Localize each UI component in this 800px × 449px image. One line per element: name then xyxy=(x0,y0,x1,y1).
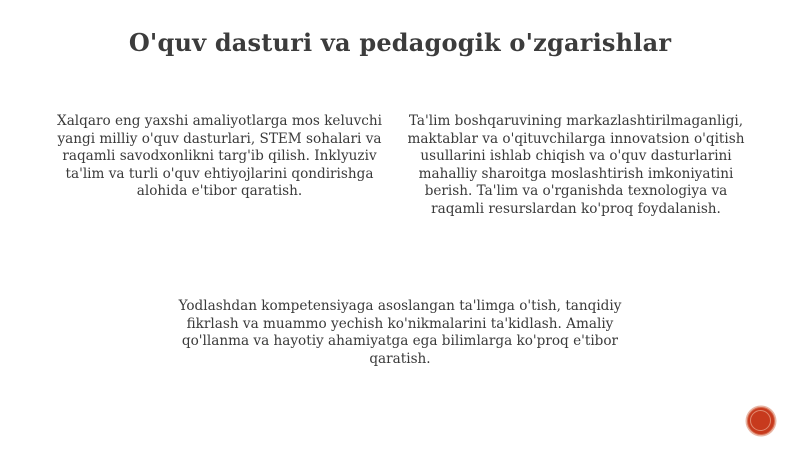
slide-title: O'quv dasturi va pedagogik o'zgarishlar xyxy=(128,28,672,57)
left-text-block: Xalqaro eng yaxshi amaliyotlarga mos keluvchi yangi milliy o'quv dasturlari, STEM sohalari va raqamli savodxonlikni targ'ib qilish. Inklyuziv ta'lim va turli o'quv ehtiyojlarini qondirishga alohida e'tibor qaratish. xyxy=(57,113,382,200)
slide-nav-button[interactable] xyxy=(747,407,775,435)
circle-button-icon xyxy=(750,410,771,431)
right-text-block: Ta'lim boshqaruvining markazlashtirilmaganligi, maktablar va o'qituvchilarga innovatsion o'qitish usullarini ishlab chiqish va o'quv dasturlarini mahalliy sharoitga moslashtirish imkoniyatini berish. Ta'lim va o'rganishda texnologiya va raqamli resurslardan ko'proq foydalanish. xyxy=(407,113,745,217)
bottom-text-block: Yodlashdan kompetensiyaga asoslangan ta'limga o'tish, tanqidiy fikrlash va muammo yechish ko'nikmalarini ta'kidlash. Amaliy qo'llanma va hayotiy ahamiyatga ega bilimlarga ko'proq e'tibor qaratish. xyxy=(178,298,622,367)
